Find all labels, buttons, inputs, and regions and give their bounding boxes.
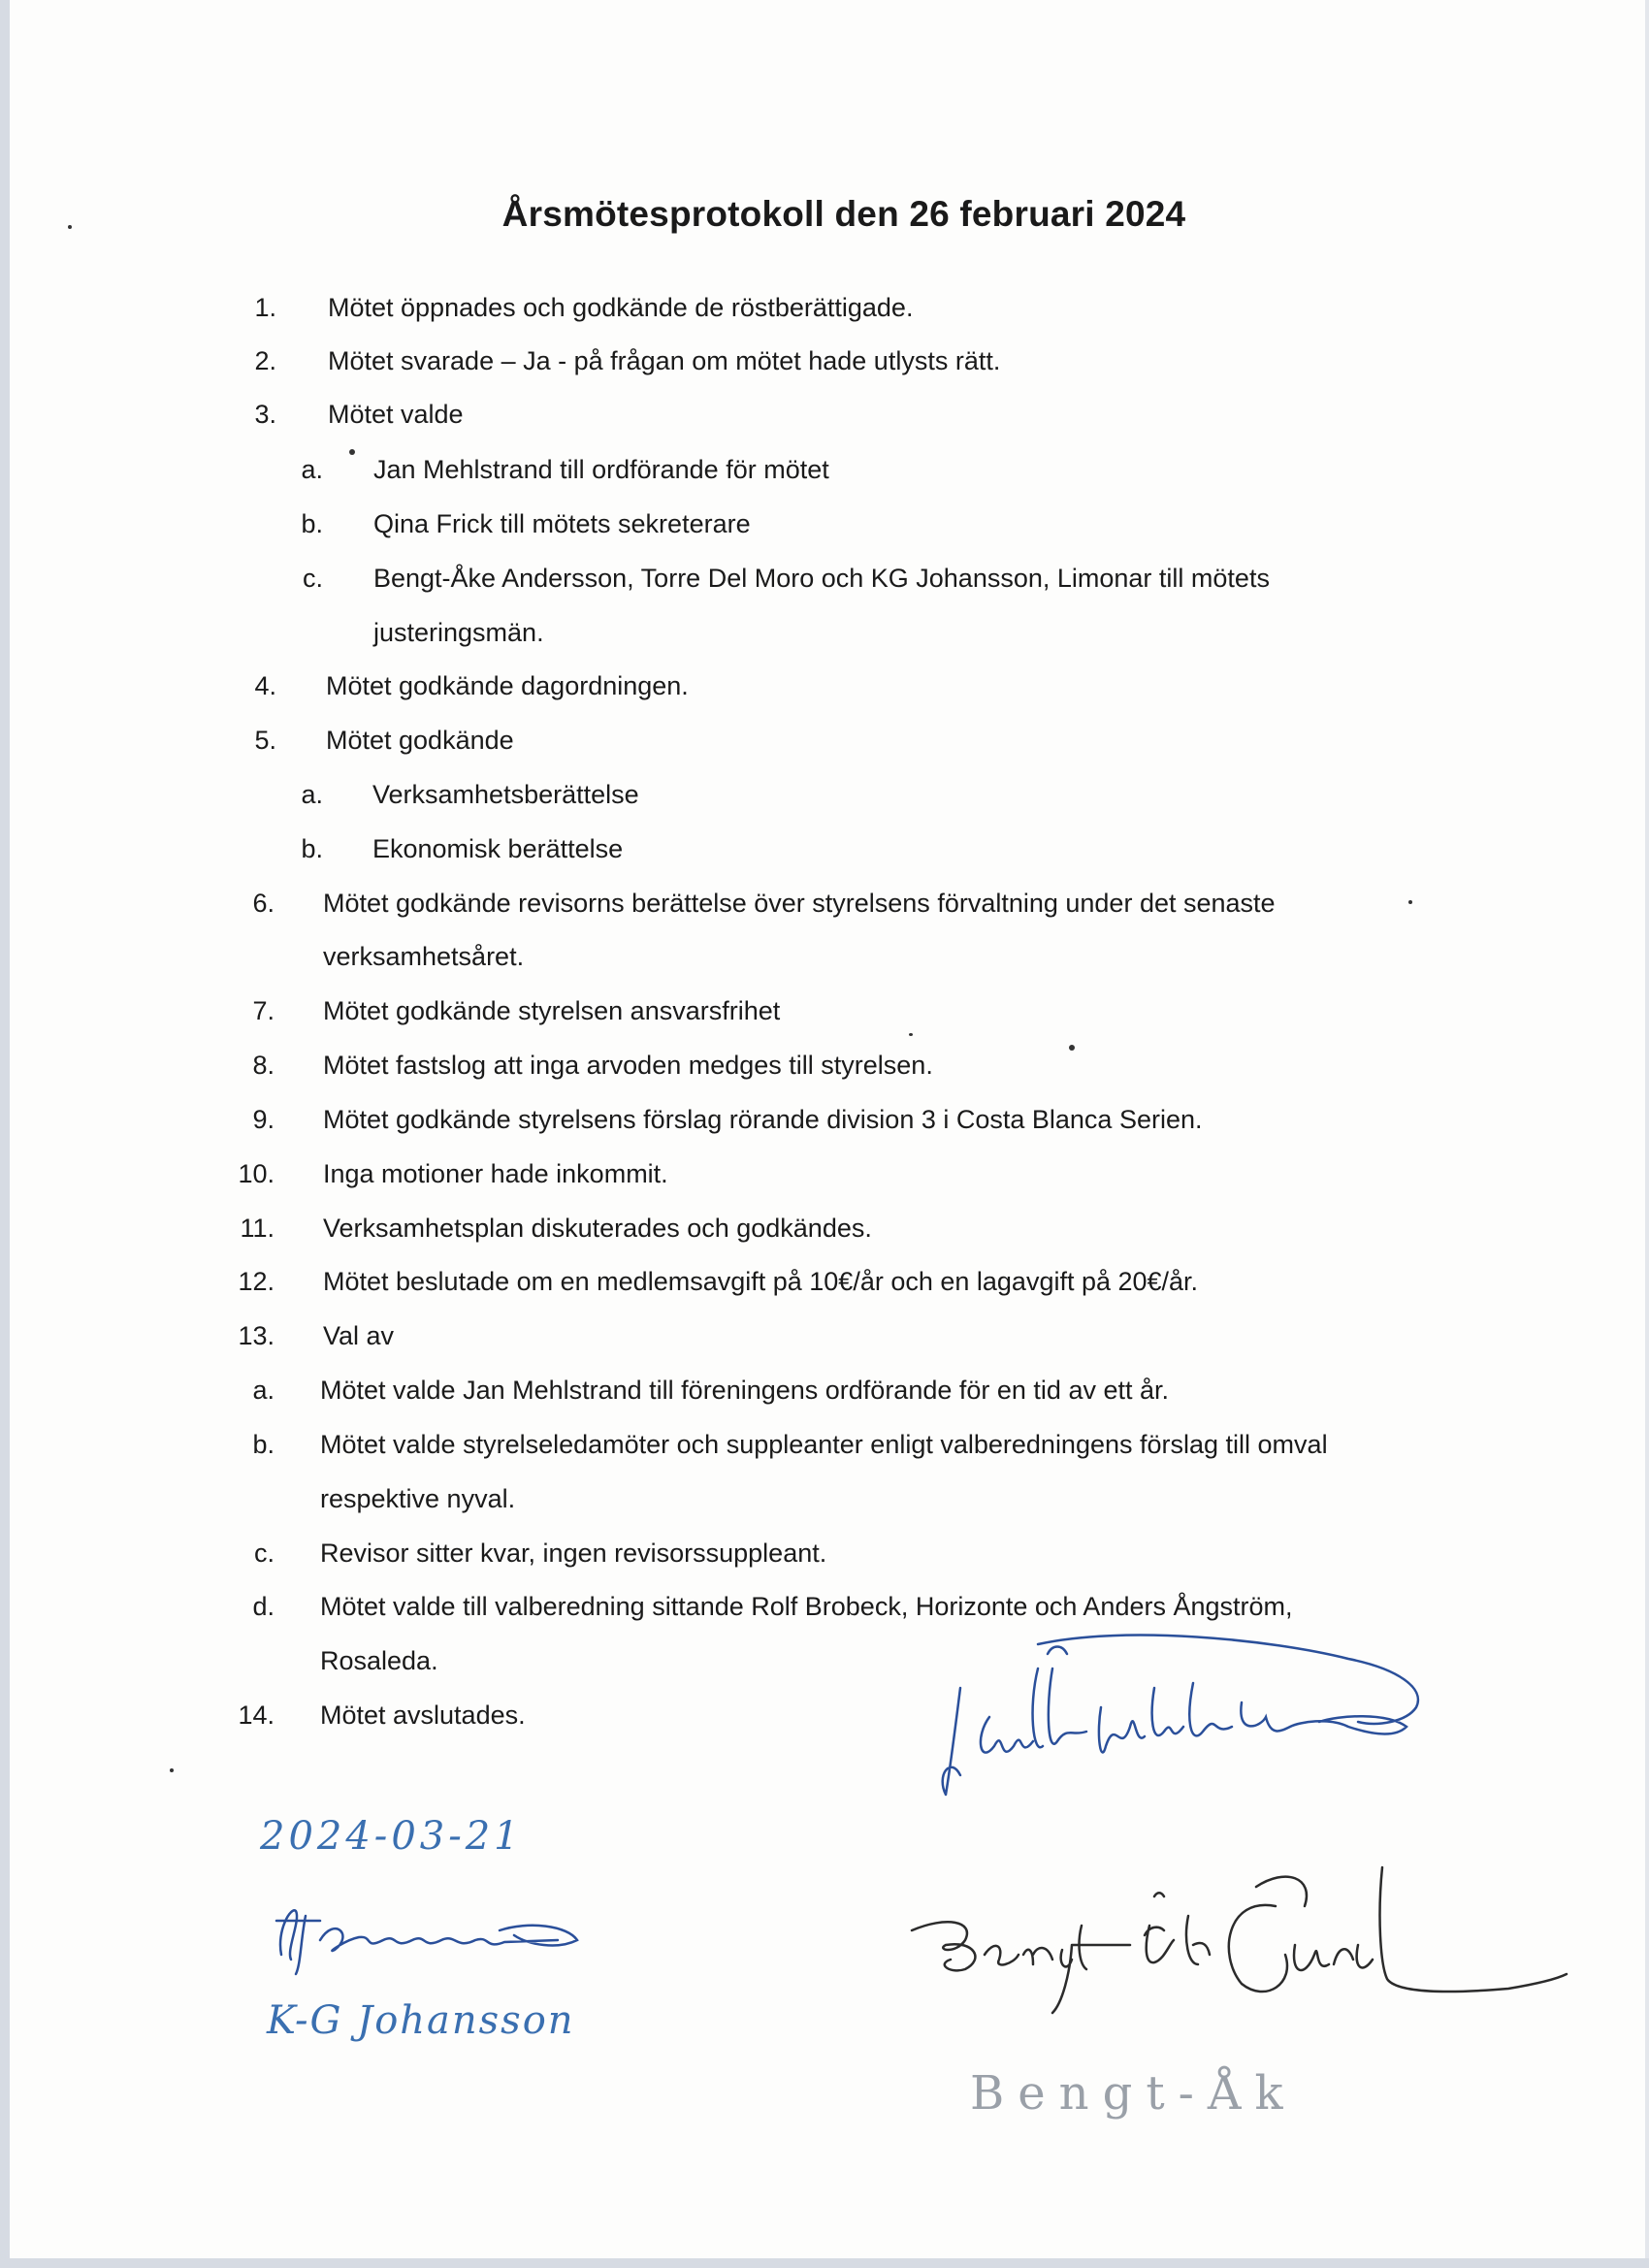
handwritten-date: 2024-03-21 — [260, 1814, 523, 1859]
signature-bengt-ake-andersson — [907, 1848, 1567, 2013]
scan-speck — [170, 1768, 174, 1772]
list-item-text: Mötet godkände styrelsens förslag rörande division 3 i Costa Blanca Serien. — [323, 1105, 1203, 1134]
list-marker: a. — [301, 780, 323, 809]
list-marker: 7. — [252, 996, 275, 1025]
document-title: Årsmötesprotokoll den 26 februari 2024 — [501, 194, 1186, 234]
list-marker: 8. — [252, 1051, 275, 1080]
list-marker: a. — [301, 455, 323, 484]
scan-speck — [68, 225, 72, 229]
list-item-text: Mötet godkände styrelsen ansvarsfrihet — [323, 996, 781, 1025]
list-marker: b. — [301, 834, 323, 863]
signature-kg-johansson — [267, 1896, 597, 1984]
scan-speck — [1408, 900, 1412, 904]
signature-jan-mehlstrand — [931, 1630, 1436, 1804]
list-item-text: Val av — [323, 1321, 395, 1350]
list-marker: a. — [252, 1376, 275, 1405]
handwritten-name-kg-johansson: K-G Johansson — [267, 1998, 575, 2043]
list-item-text: Mötet valde till valberedning sittande Rolf Brobeck, Horizonte och Anders Ångström, — [320, 1592, 1293, 1621]
list-item-text: Qina Frick till mötets sekreterare — [373, 509, 751, 538]
scan-speck — [349, 449, 355, 455]
scan-speck — [1069, 1045, 1075, 1051]
list-marker: 3. — [254, 400, 276, 429]
scan-speck — [909, 1033, 913, 1036]
list-marker: c. — [302, 564, 323, 593]
list-marker: 10. — [238, 1159, 275, 1188]
scan-edge-bottom — [0, 2258, 1649, 2268]
list-item-text: Rosaleda. — [320, 1646, 438, 1675]
list-item-text: Revisor sitter kvar, ingen revisorssuppleant. — [320, 1539, 827, 1568]
list-item-text: respektive nyval. — [320, 1484, 516, 1513]
list-marker: b. — [301, 509, 323, 538]
list-marker: 5. — [254, 726, 276, 755]
list-item-text: Mötet godkände — [326, 726, 514, 755]
list-marker: d. — [252, 1592, 275, 1621]
list-marker: 12. — [238, 1267, 275, 1296]
scan-edge-left — [0, 0, 10, 2268]
list-marker: c. — [253, 1539, 275, 1568]
list-item-text: Mötet fastslog att inga arvoden medges till styrelsen. — [323, 1051, 933, 1080]
list-item-text: Verksamhetsberättelse — [372, 780, 639, 809]
list-item-text: Mötet valde — [328, 400, 464, 429]
list-item-text: Mötet svarade – Ja - på frågan om mötet hade utlysts rätt. — [328, 346, 1001, 375]
list-marker: 11. — [240, 1214, 275, 1243]
handwritten-name-bengt-ake: Bengt-Åk — [970, 2066, 1297, 2121]
list-item-text: Bengt-Åke Andersson, Torre Del Moro och KG Johansson, Limonar till mötets — [373, 564, 1270, 593]
list-item-text: Mötet öppnades och godkände de röstberättigade. — [328, 293, 914, 322]
list-marker: 6. — [252, 889, 275, 918]
list-marker: 9. — [252, 1105, 275, 1134]
list-item-text: verksamhetsåret. — [323, 942, 525, 971]
list-item-text: justeringsmän. — [373, 618, 544, 647]
list-item-text: Mötet valde Jan Mehlstrand till föreningens ordförande för en tid av ett år. — [320, 1376, 1169, 1405]
list-item-text: Mötet avslutades. — [320, 1701, 526, 1730]
list-marker: 13. — [238, 1321, 275, 1350]
list-item-text: Mötet godkände dagordningen. — [326, 671, 689, 700]
scan-edge-right — [1645, 0, 1649, 2268]
list-item-text: Mötet beslutade om en medlemsavgift på 10€/år och en lagavgift på 20€/år. — [323, 1267, 1199, 1296]
list-item-text: Inga motioner hade inkommit. — [323, 1159, 668, 1188]
list-item-text: Mötet valde styrelseledamöter och suppleanter enligt valberedningens förslag till omval — [320, 1430, 1328, 1459]
list-marker: 2. — [254, 346, 276, 375]
list-item-text: Jan Mehlstrand till ordförande för mötet — [373, 455, 829, 484]
list-marker: 4. — [254, 671, 276, 700]
list-marker: b. — [252, 1430, 275, 1459]
list-item-text: Mötet godkände revisorns berättelse över styrelsens förvaltning under det senaste — [323, 889, 1276, 918]
list-item-text: Ekonomisk berättelse — [372, 834, 624, 863]
list-marker: 1. — [254, 293, 276, 322]
list-marker: 14. — [238, 1701, 275, 1730]
list-item-text: Verksamhetsplan diskuterades och godkändes. — [323, 1214, 872, 1243]
